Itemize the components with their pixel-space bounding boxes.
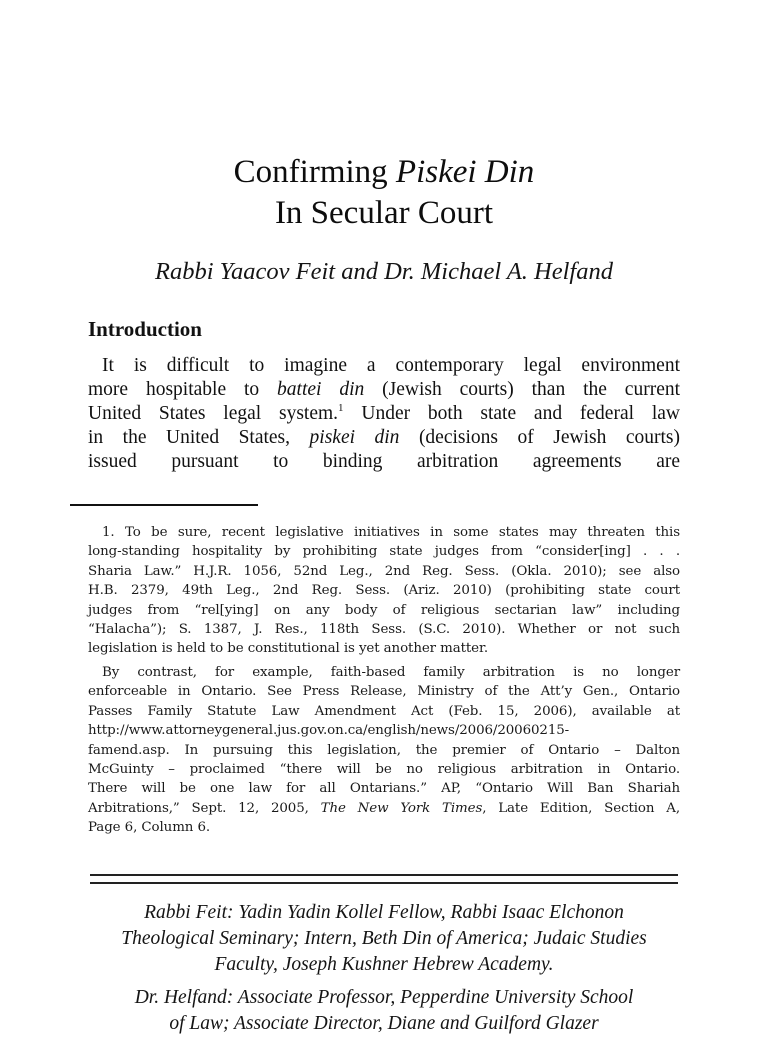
bio-line: of Law; Associate Director, Diane and Guilford Glazer: [169, 1013, 599, 1034]
footnote-line: H.B. 2379, 49th Leg., 2nd Reg. Sess. (Ariz. 2010) (prohibiting state court: [88, 583, 680, 599]
article-authors: Rabbi Yaacov Feit and Dr. Michael A. Helfand: [155, 258, 613, 285]
footnote-line: McGuinty – proclaimed “there will be no religious arbitration in Ontario.: [88, 761, 680, 777]
body-italic: battei din: [277, 379, 365, 400]
bio-line: Faculty, Joseph Kushner Hebrew Academy.: [214, 954, 554, 975]
body-text: (decisions of Jewish courts): [399, 427, 680, 448]
bio-line: Rabbi Feit: Yadin Yadin Kollel Fellow, Rabbi Isaac Elchonon: [144, 902, 624, 923]
author-bio-feit: [70, 900, 698, 978]
author-bio-helfand: [70, 985, 698, 1037]
publication-title: The New York Times: [320, 800, 483, 816]
footnote-separator: [70, 504, 258, 506]
body-line: issued pursuant to binding arbitration agreements are: [88, 451, 680, 472]
article-title-line-1: [0, 152, 768, 192]
bio-line: Theological Seminary; Intern, Beth Din of America; Judaic Studies: [121, 928, 647, 949]
footnote-1-continued: [88, 663, 680, 838]
footnote-line: judges from “rel[ying] on any body of religious sectarian law” including: [88, 602, 680, 618]
title-prefix: Confirming: [233, 154, 396, 190]
title-italic: Piskei Din: [395, 154, 535, 190]
body-text: in the United States,: [88, 427, 310, 448]
footnote-line: http://www.attorneygeneral.jus.gov.on.ca/english/news/2006/20060215-: [88, 723, 570, 739]
footnote-line: By contrast, for example, faith-based family arbitration is no longer: [102, 665, 680, 680]
footnote-text: Arbitrations,” Sept. 12, 2005,: [88, 800, 321, 816]
footnote-line: There will be one law for all Ontarians.” AP, “Ontario Will Ban Shariah: [88, 781, 680, 797]
footnote-line: Sharia Law.” H.J.R. 1056, 52nd Leg., 2nd Reg. Sess. (Okla. 2010); see also: [88, 563, 680, 579]
body-italic: piskei din: [309, 427, 400, 448]
body-line: [88, 402, 680, 426]
body-line: [88, 378, 680, 402]
footnote-line: enforceable in Ontario. See Press Release, Ministry of the Att’y Gen., Ontario: [88, 684, 680, 700]
body-paragraph: [88, 354, 680, 474]
body-text: Under both state and federal law: [343, 403, 680, 424]
body-text: (Jewish courts) than the current: [364, 379, 681, 400]
footnote-line: 1. To be sure, recent legislative initiatives in some states may threaten this: [102, 525, 680, 540]
footnote-line: legislation is held to be constitutional is yet another matter.: [88, 641, 488, 657]
footnote-line: Page 6, Column 6.: [88, 820, 211, 836]
article-title-line-2: In Secular Court: [274, 195, 494, 231]
section-heading: Introduction: [88, 317, 202, 341]
footnote-1: [88, 523, 680, 659]
footnote-line: [88, 799, 680, 818]
body-text: United States legal system.: [88, 403, 339, 424]
body-line: [88, 426, 680, 450]
bio-line: Dr. Helfand: Associate Professor, Pepperdine University School: [134, 987, 634, 1008]
double-rule-divider: [90, 874, 678, 884]
body-line: It is difficult to imagine a contemporary legal environment: [102, 355, 680, 376]
footnote-line: long-standing hospitality by prohibiting state judges from “consider[ing] . . .: [88, 544, 680, 560]
footnote-reference[interactable]: 1: [338, 402, 344, 414]
footnote-line: Passes Family Statute Law Amendment Act (Feb. 15, 2006), available at: [88, 703, 680, 719]
body-text: more hospitable to: [88, 379, 278, 400]
footnote-text: , Late Edition, Section A,: [482, 800, 680, 816]
footnote-line: “Halacha”); S. 1387, J. Res., 118th Sess. (S.C. 2010). Whether or not such: [88, 621, 680, 637]
footnote-line: famend.asp. In pursuing this legislation, the premier of Ontario – Dalton: [88, 742, 680, 758]
